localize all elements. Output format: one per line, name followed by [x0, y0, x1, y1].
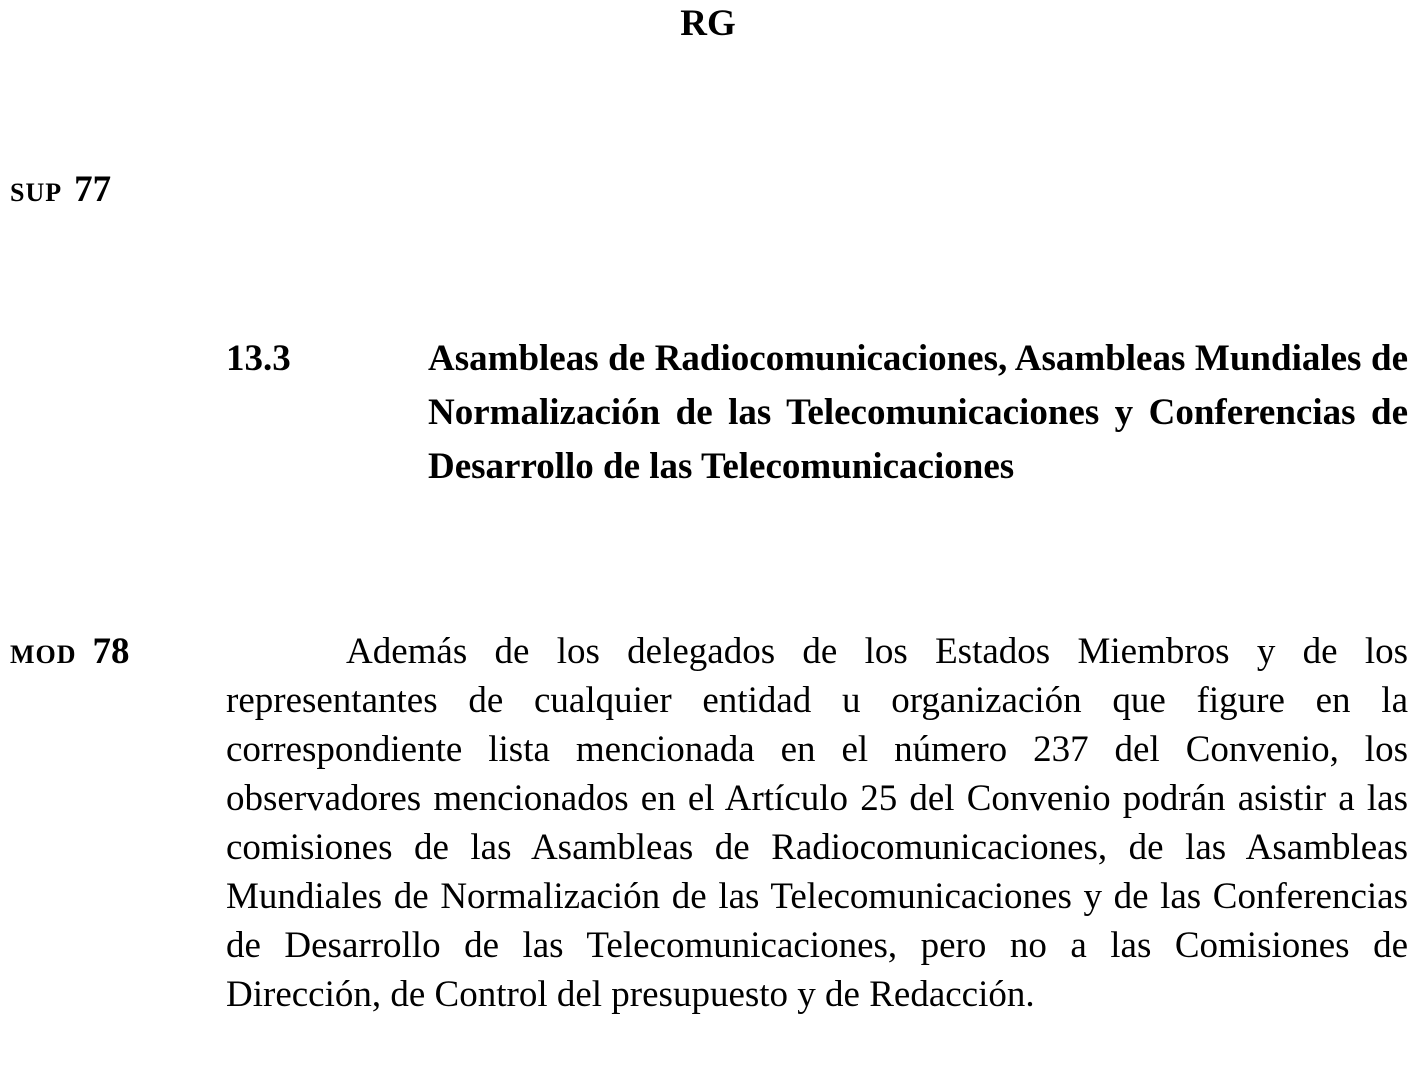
provision-marker-mod-78	[10, 630, 130, 673]
provision-text: Además de los delegados de los Estados Miembros y de los representantes de cualquier entidad u organización que figure en la correspondiente lista mencionada en el número 237 del Convenio, los observadores mencionados en el Artículo 25 del Convenio podrán asistir a las comisiones de las Asambleas de Radiocomunicaciones, de las Asambleas Mundiales de Normalización de las Telecomunicaciones y de las Conferencias de Desarrollo de las Telecomunicaciones, pero no a las Comisiones de Dirección, de Control del presupuesto y de Redacción.	[226, 631, 1408, 1015]
section-heading	[226, 332, 1408, 494]
section-number: 13.3	[226, 338, 291, 379]
provision-number: 78	[92, 631, 130, 672]
section-title: Asambleas de Radiocomunicaciones, Asambleas Mundiales de Normalización de las Telecomunicaciones y Conferencias de Desarrollo de las Telecomunicaciones	[428, 338, 1408, 487]
provision-number: 77	[74, 169, 112, 210]
document-header: RG	[680, 3, 736, 44]
provision-action-label: MOD	[10, 640, 77, 669]
provision-action-label: SUP	[10, 178, 63, 207]
provision-marker-sup-77	[10, 168, 111, 211]
